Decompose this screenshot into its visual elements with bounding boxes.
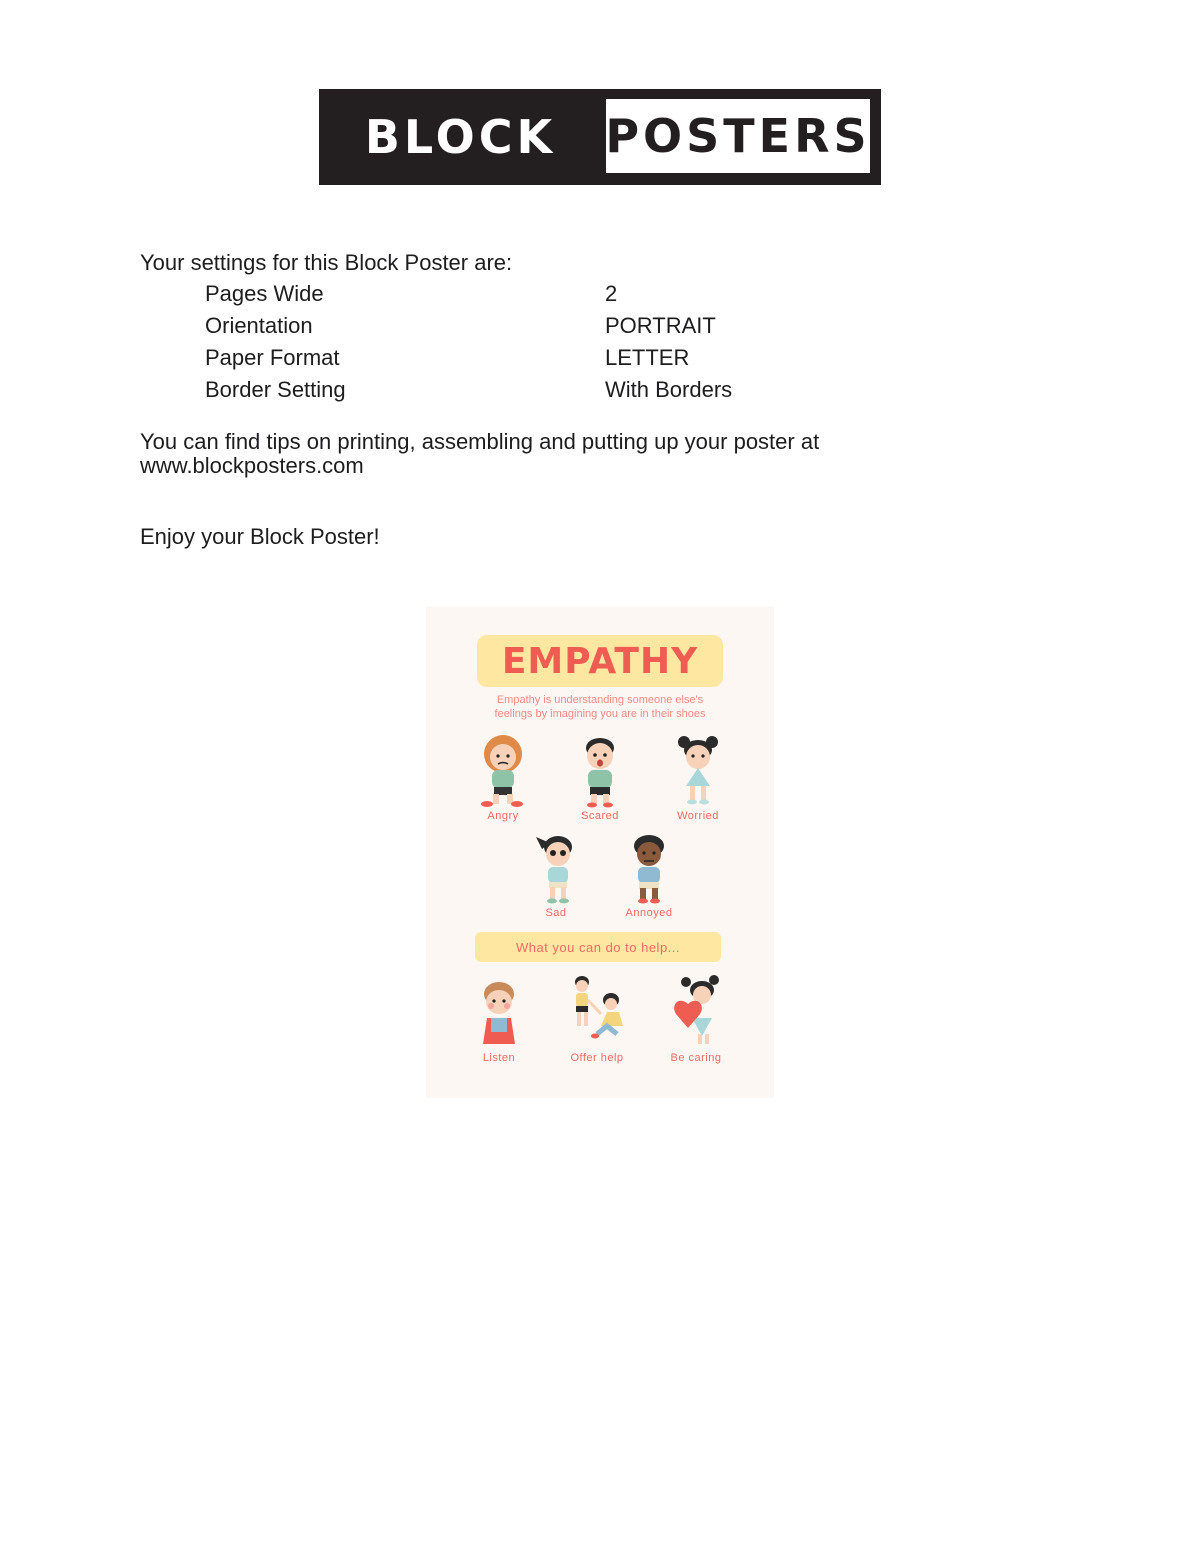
scared-kid-icon xyxy=(570,732,630,808)
setting-label: Orientation xyxy=(205,313,313,338)
caring-heart-kid-icon xyxy=(666,974,726,1050)
setting-value: With Borders xyxy=(605,377,733,402)
feeling-worried xyxy=(658,732,738,828)
poster-title: EMPATHY xyxy=(501,640,699,682)
help-label: Offer help xyxy=(570,1052,624,1064)
help-label: Be caring xyxy=(670,1052,722,1064)
poster-preview xyxy=(426,607,774,1098)
listening-kid-icon xyxy=(469,974,529,1050)
worried-kid-icon xyxy=(668,732,728,808)
logo-word-posters: POSTERS xyxy=(606,99,870,173)
settings-intro: Your settings for this Block Poster are: xyxy=(140,250,513,275)
logo-word-block: BLOCK xyxy=(364,110,557,164)
feeling-annoyed xyxy=(609,829,689,925)
feeling-label: Scared xyxy=(581,810,619,822)
block-posters-logo xyxy=(319,89,881,185)
sad-kid-icon xyxy=(526,829,586,905)
setting-label: Pages Wide xyxy=(205,281,324,306)
feeling-label: Sad xyxy=(545,907,567,919)
poster-description xyxy=(466,693,734,721)
setting-label: Paper Format xyxy=(205,345,340,370)
setting-value: LETTER xyxy=(605,345,690,370)
feeling-label: Annoyed xyxy=(625,907,673,919)
help-label: Listen xyxy=(482,1052,516,1064)
tips-paragraph xyxy=(140,430,900,478)
setting-value: 2 xyxy=(605,281,618,306)
helping-kids-icon xyxy=(567,974,627,1050)
poster-title-banner xyxy=(477,635,723,687)
setting-value: PORTRAIT xyxy=(605,313,716,338)
help-listen xyxy=(459,974,539,1070)
annoyed-kid-icon xyxy=(619,829,679,905)
enjoy-message: Enjoy your Block Poster! xyxy=(140,524,380,549)
feeling-label: Worried xyxy=(677,810,719,822)
angry-kid-icon xyxy=(473,732,533,808)
feeling-sad xyxy=(516,829,596,925)
poster-description-line: feelings by imagining you are in their shoes xyxy=(494,708,706,720)
help-be-caring xyxy=(656,974,736,1070)
tips-url: www.blockposters.com xyxy=(140,453,364,478)
feeling-label: Angry xyxy=(487,810,519,822)
help-offer-help xyxy=(557,974,637,1070)
poster-description-line: Empathy is understanding someone else's xyxy=(496,694,704,706)
tips-text: You can find tips on printing, assembling and putting up your poster at xyxy=(140,429,820,454)
feeling-scared xyxy=(560,732,640,828)
help-heading-banner: What you can do to help... xyxy=(475,932,721,962)
feeling-angry xyxy=(463,732,543,828)
setting-label: Border Setting xyxy=(205,377,346,402)
